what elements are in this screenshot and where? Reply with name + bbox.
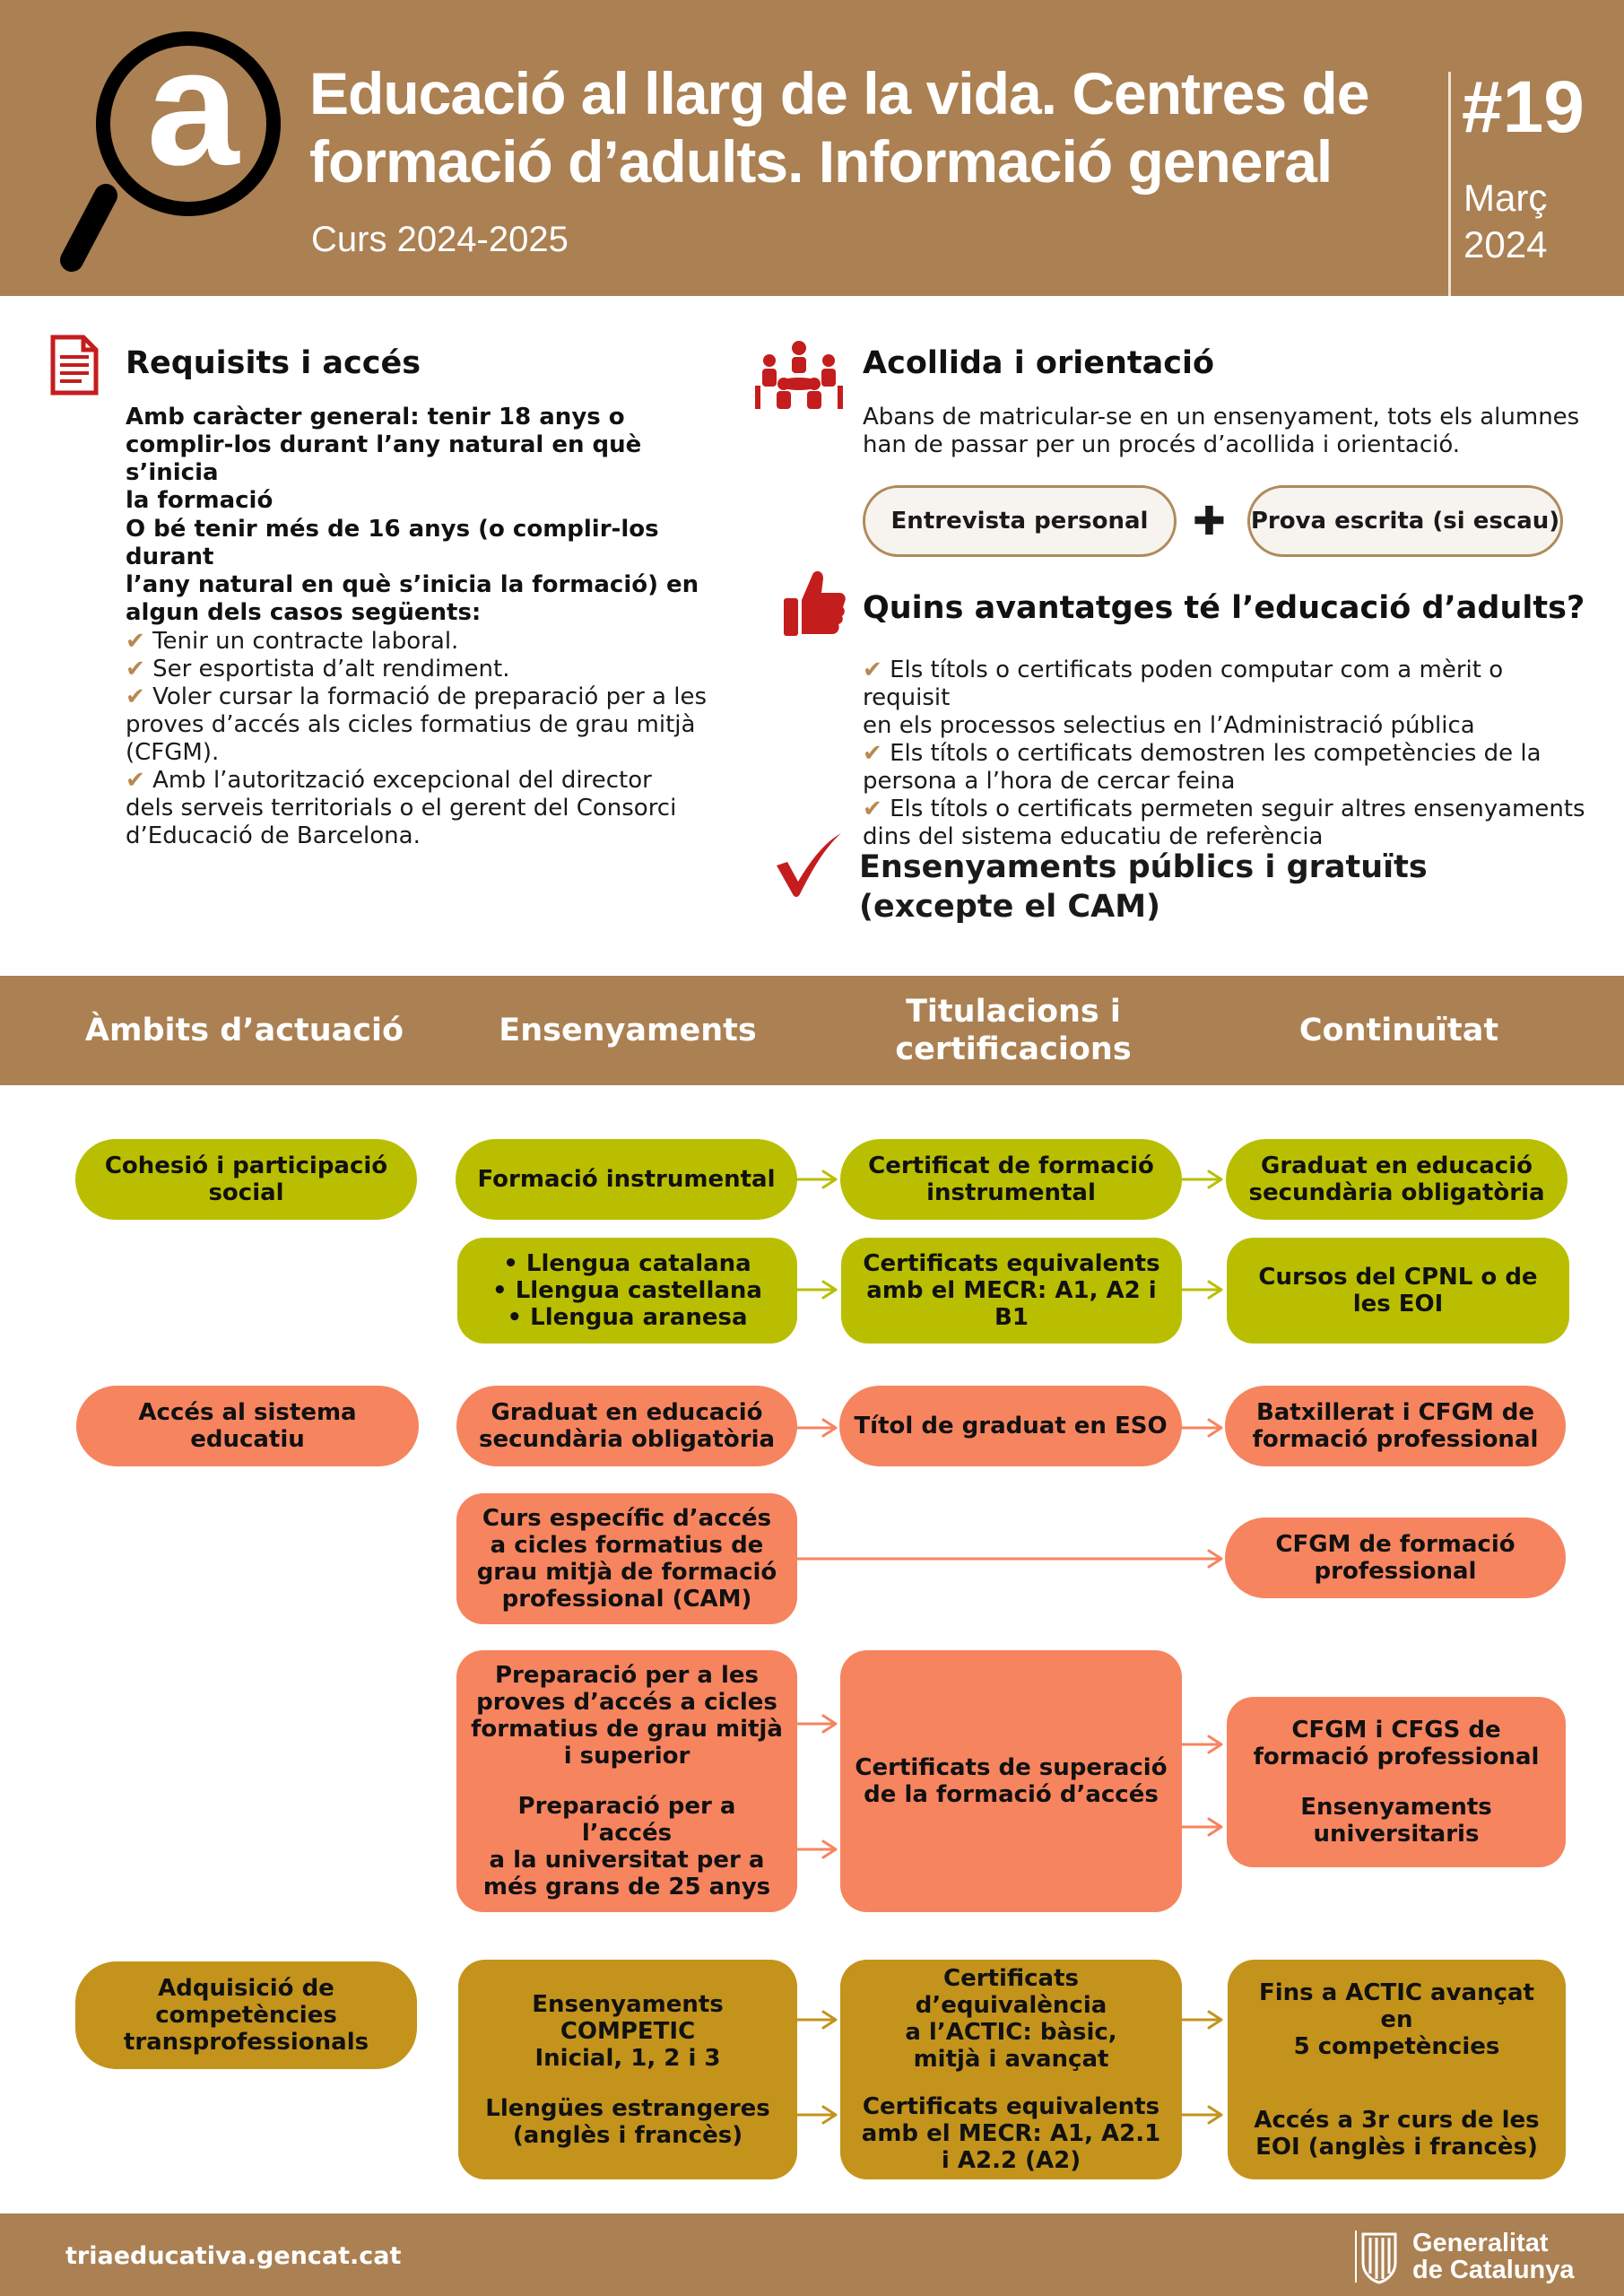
col-ensenyaments: Ensenyaments: [499, 1013, 757, 1048]
cert-titol-eso: Títol de graduat en ESO: [839, 1386, 1182, 1466]
list-item: ✔ Els títols o certificats demostren les competències de la: [863, 740, 1541, 767]
ens-llengues: • Llengua catalana • Llengua castellana • Llengua aranesa: [457, 1238, 797, 1344]
ens-preparacio: Preparació per a les proves d’accés a cicles formatius de grau mitjà i superior Preparació per a l’accés a la universitat per a més grans de 25 anys: [456, 1650, 797, 1912]
cont-cfgs-universitat: CFGM i CFGS de formació professional Ensenyaments universitaris: [1227, 1697, 1566, 1867]
logo-letter: a: [146, 15, 239, 200]
thumbs-up-icon: [782, 568, 847, 639]
acollida-text: Abans de matricular-se en un ensenyament, tots els alumnes han de passar per un procés d’acollida i orientació.: [863, 404, 1580, 458]
col-ambits: Àmbits d’actuació: [84, 1013, 404, 1048]
checkmark-icon: [773, 830, 845, 901]
prova-pill: Prova escrita (si escau): [1247, 485, 1563, 557]
requisits-title: Requisits i accés: [126, 345, 421, 381]
cont-batxillerat: Batxillerat i CFGM de formació professional: [1225, 1386, 1566, 1466]
plus-icon: ✚: [1193, 499, 1226, 544]
list-item: ✔ Voler cursar la formació de preparació per a les: [126, 683, 708, 710]
cont-graduat-eso: Graduat en educació secundària obligatòria: [1226, 1139, 1568, 1220]
requisits-list: ✔ Tenir un contracte laboral. ✔ Ser esportista d’alt rendiment. ✔ Voler cursar la formació de preparació per a les proves d’accés als cicles formatius de grau mitjà (CFGM). ✔ Amb l’autorització excepcional del director dels serveis territorials o el gerent del Consorci d’Educació de Barcelona.: [126, 628, 744, 850]
list-item: ✔ Tenir un contracte laboral.: [126, 628, 459, 655]
footer-link[interactable]: triaeducativa.gencat.cat: [65, 2242, 402, 2270]
check-icon: ✔: [126, 683, 145, 710]
cont-actic-eoi: Fins a ACTIC avançat en 5 competències Accés a 3r curs de les EOI (anglès i francès): [1228, 1960, 1566, 2179]
cont-cpnl-eoi: Cursos del CPNL o de les EOI: [1227, 1238, 1569, 1344]
acollida-title: Acollida i orientació: [863, 345, 1215, 381]
check-icon: ✔: [126, 628, 145, 655]
avantatges-title: Quins avantatges té l’educació d’adults?: [863, 590, 1585, 626]
issue-date: Març 2024: [1463, 177, 1548, 265]
header-divider: [1448, 72, 1451, 296]
cert-formacio-instrumental: Certificat de formació instrumental: [840, 1139, 1182, 1220]
col-titulacions: Titulacions i certificacions: [895, 994, 1132, 1067]
entrevista-pill: Entrevista personal: [863, 485, 1177, 557]
cont-cfgm: CFGM de formació professional: [1225, 1518, 1566, 1598]
requisits-general: Amb caràcter general: tenir 18 anys o complir-los durant l’any natural en què s’inicia la formació: [126, 404, 642, 514]
columns-header: [0, 976, 1624, 1085]
list-item: ✔ Els títols o certificats poden computar com a mèrit o requisit: [863, 657, 1504, 711]
document-icon: [49, 334, 100, 396]
ambit-acces: Accés al sistema educatiu: [76, 1386, 419, 1466]
page-title: Educació al llarg de la vida. Centres de formació d’adults. Informació general: [309, 60, 1369, 195]
col-continuitat: Continuïtat: [1298, 1013, 1499, 1048]
ens-cam: Curs específic d’accés a cicles formatius de grau mitjà de formació professional (CAM): [456, 1493, 797, 1624]
check-icon: ✔: [863, 657, 882, 683]
list-item: ✔ Amb l’autorització excepcional del director: [126, 767, 652, 794]
avantatges-list: ✔ Els títols o certificats poden computar com a mèrit o requisit en els processos selectius en l’Administració pública ✔ Els títols o certificats demostren les competències de la persona a l’hora de cercar feina ✔ Els títols o certificats permeten seguir altres ensenyaments dins del sistema educatiu de referència: [863, 657, 1589, 851]
issue-number: #19: [1462, 66, 1585, 148]
check-icon: ✔: [863, 796, 882, 822]
cert-superacio: Certificats de superació de la formació d’accés: [840, 1650, 1182, 1912]
cert-actic: Certificats d’equivalència a l’ACTIC: bàsic, mitjà i avançat Certificats equivalents amb el MECR: A1, A2.1 i A2.2 (A2): [840, 1960, 1182, 2179]
group-people-icon: [751, 339, 847, 413]
ens-graduat-eso: Graduat en educació secundària obligatòria: [456, 1386, 797, 1466]
check-icon: ✔: [126, 767, 145, 794]
page-subtitle: Curs 2024-2025: [311, 220, 569, 259]
cert-mecr-b1: Certificats equivalents amb el MECR: A1, A2 i B1: [841, 1238, 1182, 1344]
ens-competic: Ensenyaments COMPETIC Inicial, 1, 2 i 3 Llengües estrangeres (anglès i francès): [458, 1960, 797, 2179]
list-item: ✔ Els títols o certificats permeten seguir altres ensenyaments: [863, 796, 1585, 822]
generalitat-emblem-icon: [1354, 2229, 1399, 2284]
magnifier-logo-icon: [54, 15, 305, 276]
ens-formacio-instrumental: Formació instrumental: [456, 1139, 797, 1220]
ambit-cohesio: Cohesió i participació social: [75, 1139, 417, 1220]
list-item: ✔ Ser esportista d’alt rendiment.: [126, 656, 510, 683]
check-icon: ✔: [863, 740, 882, 767]
gratuits-text: Ensenyaments públics i gratuïts (excepte el CAM): [859, 849, 1428, 925]
requisits-exception: O bé tenir més de 16 anys (o complir-los durant l’any natural en què s’inicia la formació) en algun dels casos següents:: [126, 516, 699, 626]
generalitat-logo-text: Generalitat de Catalunya: [1412, 2229, 1575, 2284]
ambit-competencies: Adquisició de competències transprofessionals: [75, 1961, 417, 2069]
check-icon: ✔: [126, 656, 145, 683]
